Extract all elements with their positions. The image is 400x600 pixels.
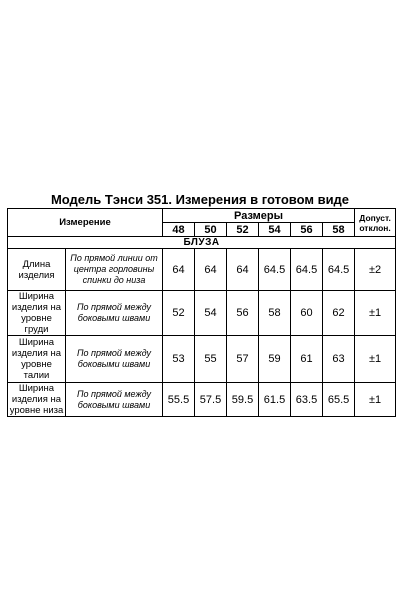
size-value: 58 — [259, 291, 291, 336]
size-header: 56 — [291, 223, 323, 237]
size-header: 48 — [163, 223, 195, 237]
size-value: 52 — [163, 291, 195, 336]
measurement-name: Ширина изделия на уровне низа — [8, 383, 66, 417]
size-value: 61.5 — [259, 383, 291, 417]
table-row — [8, 336, 396, 383]
size-value: 55.5 — [163, 383, 195, 417]
header-tolerance: Допуст. отклон. — [355, 209, 396, 237]
measurement-name: Длина изделия — [8, 249, 66, 291]
size-value: 56 — [227, 291, 259, 336]
size-value: 62 — [323, 291, 355, 336]
size-value: 57.5 — [195, 383, 227, 417]
size-value: 65.5 — [323, 383, 355, 417]
tolerance-value: ±2 — [355, 249, 396, 291]
measurement-name: Ширина изделия на уровне талии — [8, 336, 66, 383]
measurement-method: По прямой между боковыми швами — [66, 383, 163, 417]
table-row — [8, 383, 396, 417]
size-value: 63 — [323, 336, 355, 383]
size-value: 60 — [291, 291, 323, 336]
size-value: 55 — [195, 336, 227, 383]
measurement-method: По прямой между боковыми швами — [66, 291, 163, 336]
size-value: 54 — [195, 291, 227, 336]
size-value: 53 — [163, 336, 195, 383]
size-header: 58 — [323, 223, 355, 237]
measurement-method: По прямой между боковыми швами — [66, 336, 163, 383]
measurement-method: По прямой линии от центра горловины спинки до низа — [66, 249, 163, 291]
size-header: 50 — [195, 223, 227, 237]
tolerance-value: ±1 — [355, 336, 396, 383]
size-value: 59 — [259, 336, 291, 383]
size-value: 59.5 — [227, 383, 259, 417]
size-value: 64.5 — [259, 249, 291, 291]
size-value: 57 — [227, 336, 259, 383]
size-header: 52 — [227, 223, 259, 237]
header-sizes: Размеры — [163, 209, 355, 223]
table-row — [8, 249, 396, 291]
size-value: 64 — [195, 249, 227, 291]
measurement-name: Ширина изделия на уровне груди — [8, 291, 66, 336]
page-title: Модель Тэнси 351. Измерения в готовом виде — [50, 192, 350, 207]
measurements-table — [7, 208, 396, 417]
size-value: 63.5 — [291, 383, 323, 417]
table-row — [8, 291, 396, 336]
tolerance-value: ±1 — [355, 383, 396, 417]
header-measurement: Измерение — [8, 209, 163, 237]
size-value: 64.5 — [291, 249, 323, 291]
size-value: 61 — [291, 336, 323, 383]
size-value: 64 — [163, 249, 195, 291]
size-header: 54 — [259, 223, 291, 237]
size-value: 64.5 — [323, 249, 355, 291]
tolerance-value: ±1 — [355, 291, 396, 336]
section-header: БЛУЗА — [8, 237, 396, 249]
size-value: 64 — [227, 249, 259, 291]
